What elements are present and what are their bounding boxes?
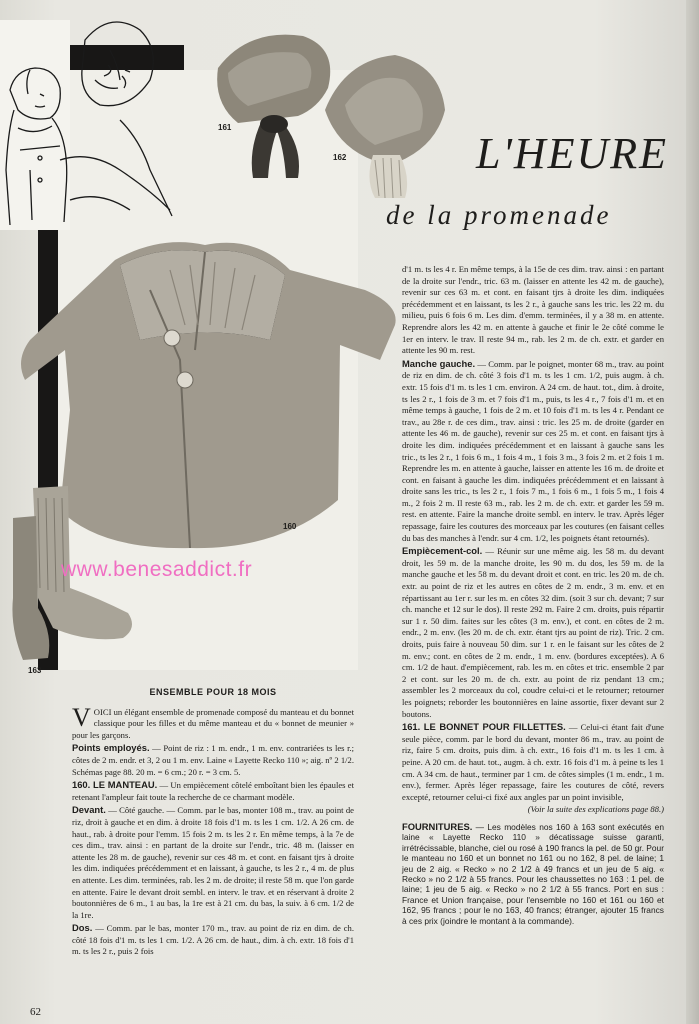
ensemble-heading: ENSEMBLE POUR 18 MOIS: [149, 687, 277, 697]
page-gutter: [686, 0, 699, 1024]
devant-label: Devant.: [72, 804, 106, 816]
watermark-url: www.benesaddict.fr: [61, 558, 253, 581]
dos-continued-text: d'1 m. ts les 4 r. En même temps, à la 15e de ces dim. trav. ainsi : en partant de la droite sur l'endr., tric. 63 m. (laisser en attente les 42 m. de gauche), revenir sur ces 63 m. et cont. en faisant tjrs à droite les dim. indiquées précédemment et en laissant, ts les 2 r., à gauche sans les tric. les 22 m. du milieu, puis 6 fois 6 m. Les dim. d'emm. terminées, il y a 38 m. en attente. Reprendre alors les 42 m. en attente à gauche et finir le 2e côté comme le 1er en interv. le trav. Il reste 94 m., rab. les 2 m. de ch. extr. et garder en attente les 90 m. rest.: [402, 264, 664, 356]
points-paragraph: [72, 742, 354, 778]
dos-paragraph: [72, 922, 354, 958]
photo-label-162: 162: [333, 153, 347, 162]
points-text: — Point de riz : 1 m. endr., 1 m. env. contrariées ts les r.; côtes de 2 m. endr. et 3, 2 ou 1 m. env. Laine « Layette Recko 110 »; aig. nº 2 1/2. Schémas page 88. 20 m. = 6 cm.; 20 r. = 3 cm. 5.: [72, 743, 355, 777]
devant-paragraph: [72, 804, 354, 921]
page-subtitle: de la promenade: [386, 200, 612, 230]
manteau-text: — Un empiècement côtelé emboîtant bien les épaules et retenant l'ampleur fait toute la recherche de ce charmant modèle.: [72, 780, 354, 802]
points-label: Points employés.: [72, 742, 150, 754]
manche-text: — Comm. par le poignet, monter 68 m., trav. au point de riz en dim. de ch. côté 3 fois d'1 m. ts les 1 cm. 1/2, puis augm. à ch. extr. 15 fois d'1 m. ts les 1 cm. environ. A 24 cm. de haut. tot., dim. à droite, ts les 2 r., 1 fois de 3 m. et 7 fois d'1 m., puis, ts les 4 r., 7 fois d'1 m. et en même temps à gauche, 1 fois de 2 m. et 10 fois d'1 m. ts les 4 r. Pendant ce trav., au 28e r. de ces dim., trav. ainsi : tric. les 25 m. de droite (garder en attente les 46 m. de gauche), revenir sur ces 25 m. et cont. en faisant tjrs à droite les dim. indiquées précédemment et en laissant à gauche sans les tric., ts les 2 r., 1 fois 6 m., 1 fois 4 m., 1 fois 3 m., 3 fois 2 m. et 2 fois 1 m. Reprendre les m. en attente à gauche, laisser en attente les 16 m. de droite et cont. en faisant à gauche les dim. indiquées précédemment et en laissant à droite sans les tric., ts les 2 r., 1 fois 7 m., 1 fois 6 m., 1 fois 5 m., 1 fois 4 m., 2 fois 2 m. Il reste 63 m., rab. les 2 m. de ch. extr. et garder les 59 m. rest. en attente. Faire la manche droite sembl. en interv. le trav. Après léger repassage, faire les coutures des morceaux par les coutures (en faisant celles du bas des manches à l'endr. sur 4 cm. 1/2, les poignets étant retournés).: [402, 358, 665, 543]
intro-text: OICI un élégant ensemble de promenade composé du manteau et du bonnet classique pour les filles et du même manteau et du « bonnet de meunier » pour les garçons.: [72, 706, 354, 740]
manche-paragraph: [402, 358, 664, 545]
empiecement-label: Empiècement-col.: [402, 545, 483, 557]
photo-label-160: 160: [283, 522, 297, 531]
fournitures-paragraph: [402, 822, 664, 926]
fournitures-text: — Les modèles nos 160 à 163 sont exécutés en laine « Layette Recko 110 » décatissage suisse garanti, irrétrécissable, blanche, ciel ou rosé à 190 francs la pel. de 50 gr. Pour le manteau no 160 et un bonnet no 161 ou no 162, 8 pel. de laine; 1 jeu de 2 aig. « Recko » no 2 1/2 à 49 francs et un jeu de 5 aig. « Recko » no 2 1/2 à 55 francs. Pour les chaussettes no 163 : 1 pel. de laine; 1 jeu de 5 aig. « Recko » no 2 1/2 à 55 francs. Port en sus : France et Union française, pour l'ensemble no 160 et 161 ou 160 et 162, 95 francs ; pour le no 163, 40 francs; étranger, ajouter 15 francs à ces prix (joindre le montant à la commande).: [402, 821, 664, 926]
intro-dropcap: V: [72, 702, 91, 732]
page-number: 62: [30, 1006, 41, 1018]
page-title: L'HEURE: [476, 129, 669, 178]
intro-paragraph: [72, 702, 354, 742]
dos-label: Dos.: [72, 922, 93, 934]
dos-text: — Comm. par le bas, monter 170 m., trav. au point de riz en dim. de ch. côté 18 fois d'1 m. ts les 1 cm. 1/2. A 26 cm. de haut., dim. à ch. extr. 18 fois d'1 m. ts les 2 r., puis 2 fois: [72, 923, 354, 957]
manteau-label: 160. LE MANTEAU.: [72, 779, 158, 791]
fournitures-label: FOURNITURES.: [402, 820, 473, 832]
empiecement-paragraph: [402, 545, 664, 720]
left-column: [72, 687, 354, 959]
manteau-paragraph: [72, 779, 354, 803]
bonnet-162-image: [315, 50, 455, 200]
see-more-note: (Voir la suite des explications page 88.): [527, 804, 664, 815]
bonnet-label: 161. LE BONNET POUR FILLETTES.: [402, 721, 566, 733]
photo-label-163: 163: [28, 666, 42, 675]
devant-text: — Côté gauche. — Comm. par le bas, monter 108 m., trav. au point de riz, droit à gauche et en dim. à droite 18 fois d'1 m. ts les 1 cm. 1/2. A 26 cm. de haut., rab. à droite pour l'emm. 15 fois 2 m. ts les 2 r. En même temps, à la 7e de ces dim., trav. ainsi : en partant de la droite sur l'endr., tric. 48 m. (laisser en attente les 28 m. de gauche), revenir sur ces 48 m. et cont. en faisant tjrs à droite les dim. indiquées précédemment et en laissant, à gauche, ts les 2 r., 4 m. de plus en attente. Les dim. terminées, rab. les 2 m. de droite; il reste 58 m. que l'on garde en attente. Faire le devant droit sembl. en interv. le trav. et en réservant à droite 2 boutonnières de 6 m., 1 au bas, la 1re est à 21 cm. du bas, la suiv. à 6 cm. 1/2 de la 1re.: [72, 805, 354, 920]
right-column: [402, 264, 664, 927]
photo-label-161: 161: [218, 123, 232, 132]
manche-label: Manche gauche.: [402, 357, 476, 369]
empiecement-text: — Réunir sur une même aig. les 58 m. du devant droit, les 59 m. de la manche droite, les 90 m. du dos, les 59 m. de la manche gauche et les 58 m. du devant droit et cont. en tric. les 20 m. de ch. extr. au point de riz et les autres en côtes de 2 m. endr., 3 m. env. et en répartissant au 1er r. sur les m. en côtes 32 dim. (soit 3 sur ch. devant; 7 sur ch. manche et 12 sur le dos). Il reste 292 m. Faire 2 cm. droits, puis répartir sur 1 r. 50 dim. faites sur les côtes (3 m. env.), et cont. en côtes de 2 m. endr., 2 m. env. (les 20 m. de ch. extr. étant tjrs au point de riz). Tric. 2 cm. droits, puis faire à nouveau 50 dim. sur 1 r. en le faisant sur les côtes de 2 m. env.; cont. en côtes de 2 m. endr., 1 m. env. (bordures exceptées). A 6 cm. 1/2 de haut. d'empiècement, rab. les m. en côtes et tric. ensemble 2 par 2 et cont. sur les 20 m. de ch. extr. au point de riz pendant 13 cm.; assembler les 2 morceaux du col, coudre celui-ci et le retourner; retourner les poignets; reborder les boutonnières en laine assortie, fixer devant sur 2 boutons.: [402, 546, 664, 719]
bonnet-paragraph: [402, 721, 664, 803]
children-illustration: [0, 10, 180, 230]
bonnet-text: — Celui-ci étant fait d'une seule pièce, comm. par le bord du devant, monter 86 m., trav. au point de riz, faire 5 cm. droits, puis dim. à ch. extr., 16 fois d'1 m. ts les 1 cm. à peine. A 20 cm. de haut. tot., augm. à ch. extr. 16 fois d'1 m. à peine ts les 1 cm. A 34 cm. de haut., terminer par 1 cm. de côtes simples (1 m. endr., 1 m. env.), fermer. Après léger repassage, faire les coutures de côté, revers excepté, retourner celui-ci fixé aux angles par un point invisible,: [402, 722, 664, 802]
